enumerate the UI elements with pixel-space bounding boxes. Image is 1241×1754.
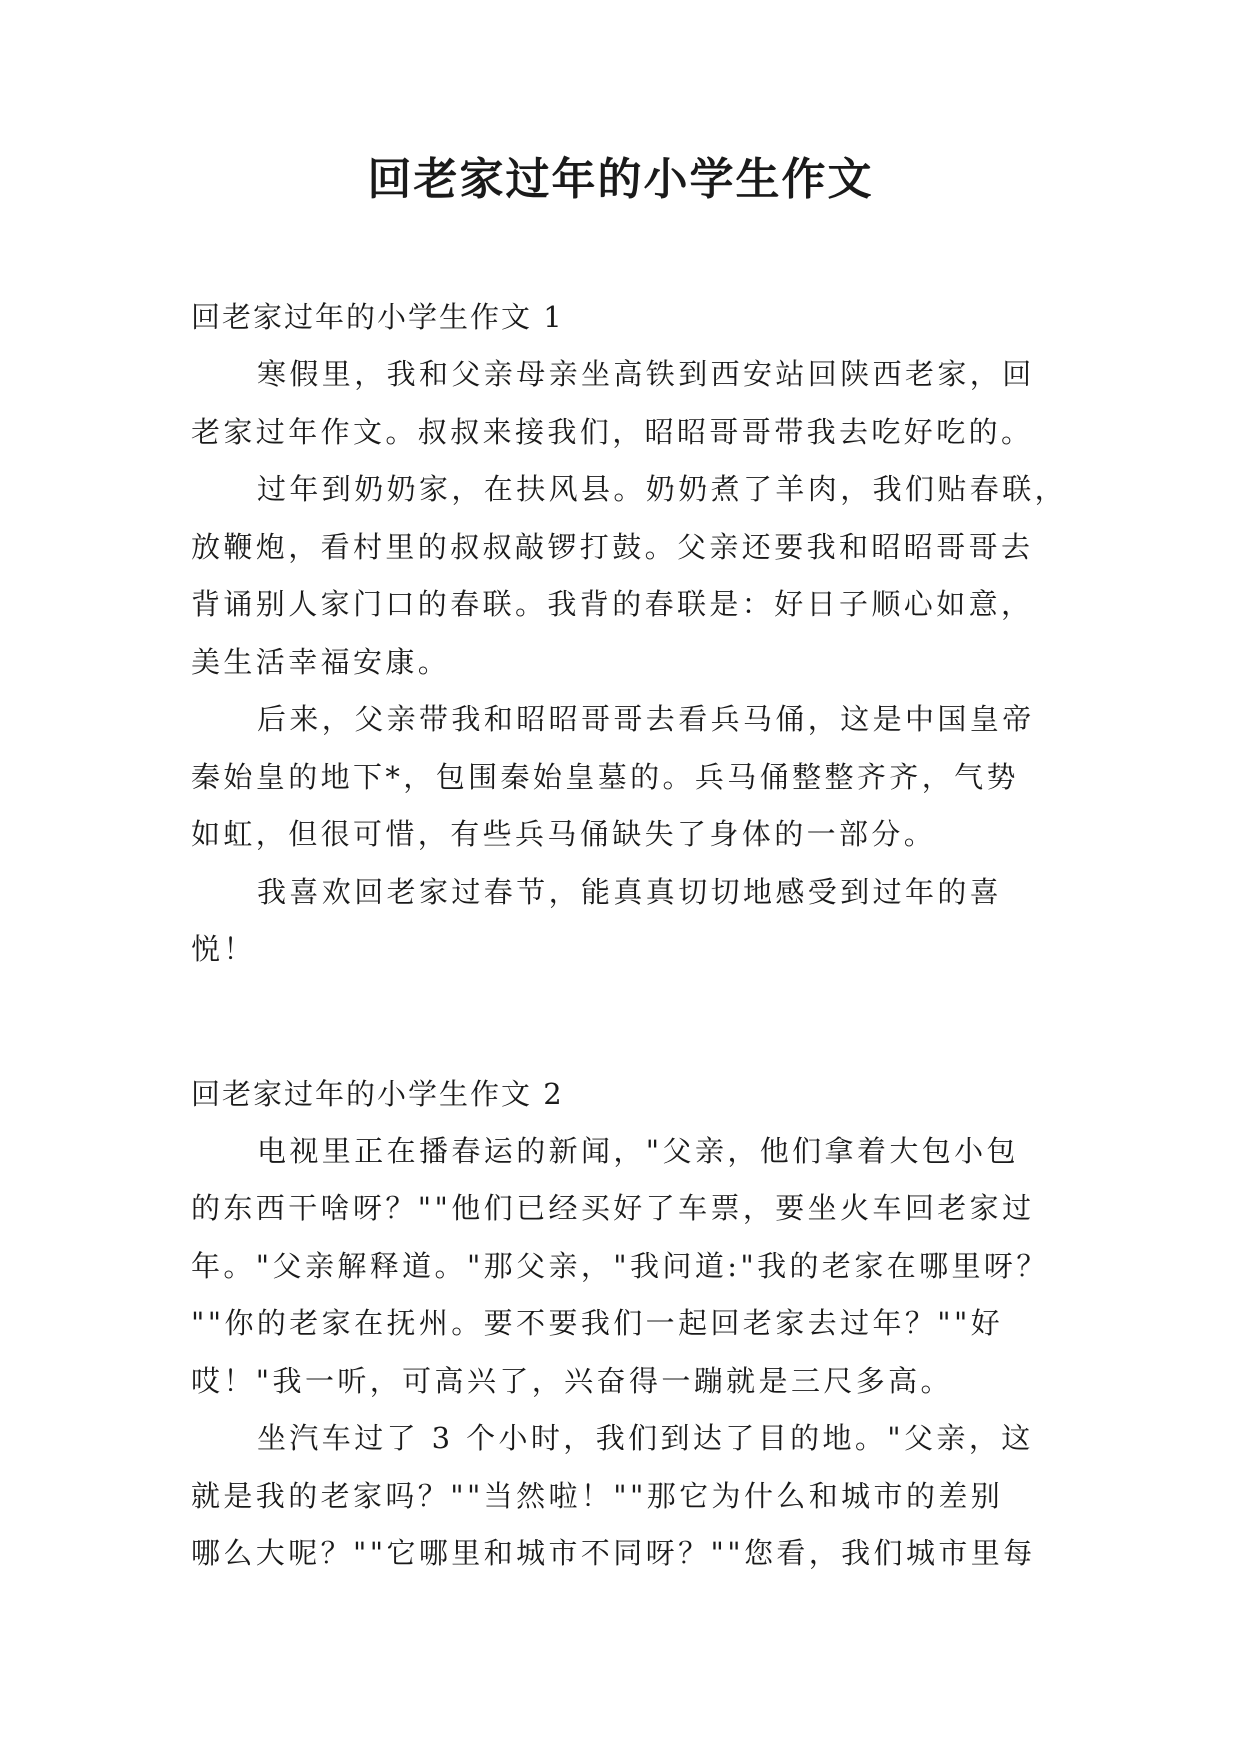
section-heading: 回老家过年的小学生作文 2 [191,1076,564,1111]
text-line: 我喜欢回老家过春节，能真真切切地感受到过年的喜 [257,874,1003,909]
text-line: 哪么大呢？""它哪里和城市不同呀？""您看，我们城市里每 [191,1536,1036,1570]
text-line: 美生活幸福安康。 [191,644,451,679]
text-line: 背诵别人家门口的春联。我背的春联是：好日子顺心如意， [191,587,1034,621]
text-line: 秦始皇的地下*，包围秦始皇墓的。兵马俑整整齐齐，气势 [191,759,1019,794]
text-line: 的东西干啥呀？""他们已经买好了车票，要坐火车回老家过 [191,1191,1035,1225]
text-line: 年。"父亲解释道。"那父亲，"我问道:"我的老家在哪里呀？ [191,1248,1049,1283]
text-line: 如虹，但很可惜，有些兵马俑缺失了身体的一部分。 [191,817,937,851]
essay-section-1 [191,288,1068,979]
paragraph [191,346,1051,461]
text-line: 过年到奶奶家，在扶风县。奶奶煮了羊肉，我们贴春联， [257,472,1068,506]
paragraph [191,864,1051,979]
section-spacer [191,979,1051,1065]
text-line: 老家过年作文。叔叔来接我们，昭昭哥哥带我去吃好吃的。 [191,414,1034,449]
text-line: 哎！"我一听，可高兴了，兴奋得一蹦就是三尺多高。 [191,1363,953,1398]
paragraph [191,691,1051,864]
text-line: 就是我的老家吗？""当然啦！""那它为什么和城市的差别 [191,1478,1004,1513]
paragraph [191,1123,1051,1411]
text-line: ""你的老家在抚州。要不要我们一起回老家去过年？""好 [191,1306,1004,1340]
text-line: 坐汽车过了 3 个小时，我们到达了目的地。"父亲，这 [257,1421,1034,1455]
section-heading: 回老家过年的小学生作文 1 [191,300,564,334]
document-body [191,288,1068,1583]
paragraph [191,1410,1051,1583]
text-line: 放鞭炮，看村里的叔叔敲锣打鼓。父亲还要我和昭昭哥哥去 [191,529,1034,564]
document-title: 回老家过年的小学生作文 [367,154,874,205]
text-line: 寒假里，我和父亲母亲坐高铁到西安站回陕西老家，回 [257,357,1035,391]
text-line: 电视里正在播春运的新闻，"父亲，他们拿着大包小包 [257,1133,1019,1168]
paragraph [191,461,1068,691]
text-line: 悦！ [191,932,256,966]
text-line: 后来，父亲带我和昭昭哥哥去看兵马俑，这是中国皇帝 [257,702,1035,736]
essay-section-2 [191,1065,1051,1583]
